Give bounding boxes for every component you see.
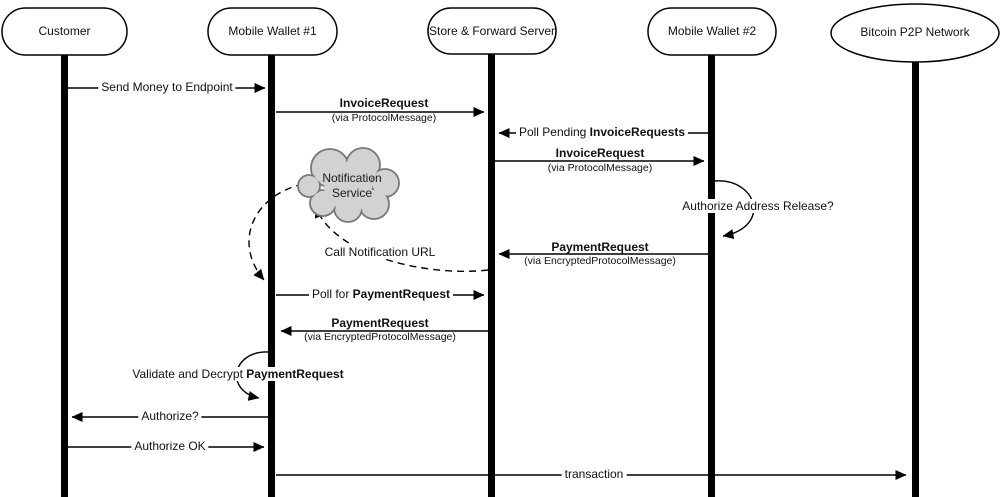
lifeline-wallet1: [268, 54, 275, 497]
label-payment-request-1-via: (via EncryptedProtocolMessage): [524, 254, 676, 267]
label-validate-decrypt: [129, 367, 346, 381]
actor-bitcoin-label: Bitcoin P2P Network: [860, 25, 970, 39]
label-payment-request-2-via: (via EncryptedProtocolMessage): [304, 331, 456, 343]
label-invoice-request-2: InvoiceRequest: [555, 145, 645, 160]
notification-cloud-label: [322, 171, 381, 201]
label-poll-pending: [516, 125, 688, 139]
label-poll-for-payment-prefix: Poll for: [311, 287, 353, 301]
label-validate-decrypt-prefix: Validate and Decrypt: [132, 367, 247, 381]
label-authorize-ok: Authorize OK: [131, 439, 208, 453]
actor-server-label: Store & Forward Server: [428, 24, 556, 38]
label-poll-pending-prefix: Poll Pending: [518, 125, 590, 139]
lifeline-server: [488, 52, 495, 497]
label-transaction: transaction: [562, 467, 627, 481]
label-call-notification: Call Notification URL: [322, 245, 439, 259]
actor-wallet1-label: Mobile Wallet #1: [228, 24, 317, 38]
notification-cloud-label-line2: Service: [331, 186, 372, 200]
label-authorize-address: Authorize Address Release?: [679, 199, 836, 213]
label-poll-for-payment-bold: PaymentRequest: [352, 287, 451, 301]
label-invoice-request-2-via: (via ProtocolMessage): [547, 161, 653, 174]
label-poll-for-payment: [309, 287, 453, 301]
label-validate-decrypt-bold: PaymentRequest: [246, 367, 344, 381]
label-payment-request-2: PaymentRequest: [331, 315, 429, 330]
actor-wallet2-label: Mobile Wallet #2: [667, 24, 757, 38]
lifeline-customer: [61, 54, 68, 497]
label-send-money: Send Money to Endpoint: [98, 80, 235, 94]
dashed-arrow-notify-wallet1: [249, 184, 303, 280]
label-authorize-q: Authorize?: [138, 409, 201, 423]
label-invoice-request-1: InvoiceRequest: [339, 96, 429, 110]
label-invoice-request-1-via: (via ProtocolMessage): [331, 112, 437, 124]
lifeline-bitcoin: [912, 61, 919, 497]
lifeline-wallet2: [708, 54, 715, 497]
label-payment-request-1: PaymentRequest: [551, 239, 649, 254]
label-poll-pending-bold: InvoiceRequests: [589, 125, 686, 139]
notification-cloud-label-line1: Notification: [322, 171, 382, 185]
actor-customer-label: Customer: [38, 24, 91, 38]
